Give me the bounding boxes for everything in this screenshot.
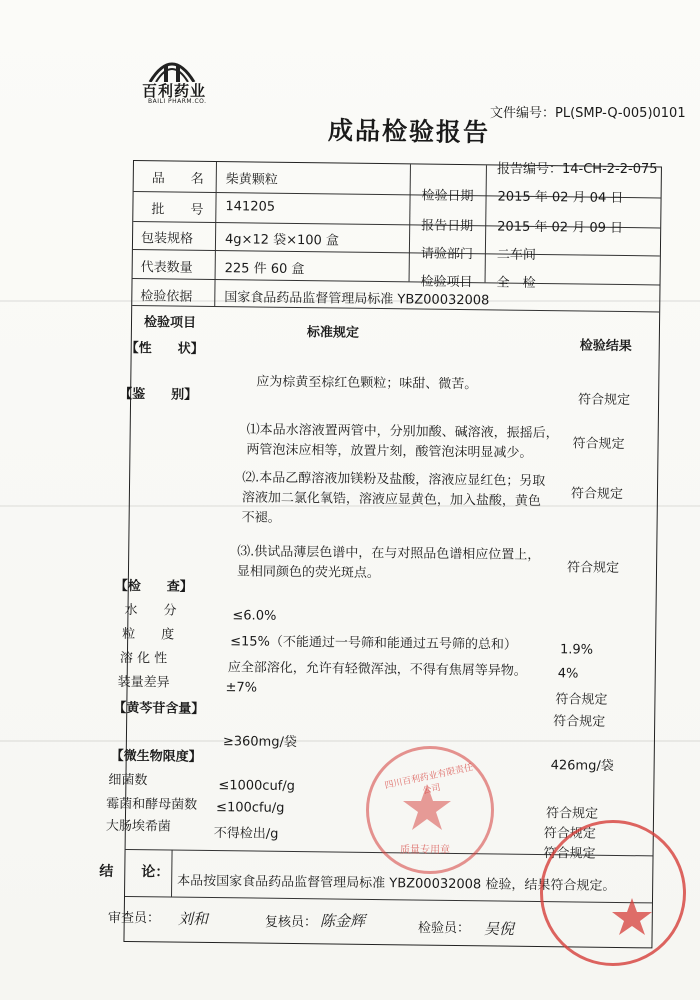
sol-label: 溶 化 性 xyxy=(119,650,168,667)
properties-standard: 应为棕黄至棕红色颗粒；味甜、微苦。 xyxy=(256,374,478,393)
company-logo-icon xyxy=(148,52,196,82)
properties-result: 符合规定 xyxy=(578,392,631,409)
item-label: 检验项目 xyxy=(420,274,473,291)
report-number: 报告编号：14-CH-2-2-075 xyxy=(497,162,658,177)
batch-value: 141205 xyxy=(225,199,276,215)
sol-result: 4% xyxy=(557,666,579,682)
section-identification: 【鉴 别】 xyxy=(119,386,198,403)
size-result: 1.9% xyxy=(559,642,594,658)
page-title: 成品检验报告 xyxy=(327,115,491,148)
seal-inner-text: 质量专用章 xyxy=(400,845,450,856)
column-header-item: 检验项目 xyxy=(143,315,197,331)
section-assay: 【黄芩苷含量】 xyxy=(113,700,205,717)
sol-standard: 应全部溶化，允许有轻微浑浊，不得有焦屑等异物。 xyxy=(227,660,527,679)
ident-2-result: 符合规定 xyxy=(570,486,624,503)
inspector-label: 检验员： xyxy=(418,921,471,936)
table-rule xyxy=(171,850,173,897)
ident-2-line2: 溶液加二氯化氧锆，溶液应显黄色，加入盐酸，黄色 xyxy=(241,490,541,510)
fill-label: 装量差异 xyxy=(117,674,170,691)
ecoli-result: 符合规定 xyxy=(543,826,596,842)
assay-result: 426mg/袋 xyxy=(550,758,614,774)
table-rule xyxy=(409,164,411,281)
batch-label: 批 号 xyxy=(151,202,204,218)
product-value: 柴黄颗粒 xyxy=(225,172,278,188)
table-rule xyxy=(485,165,487,282)
section-properties: 【性 状】 xyxy=(125,340,204,357)
ident-3-line1: ⑶.供试品薄层色谱中，在与对照品色谱相应位置上， xyxy=(237,544,541,564)
ident-3-line2: 显相同颜色的荧光斑点。 xyxy=(236,564,381,582)
table-rule xyxy=(214,162,217,306)
table-rule xyxy=(133,249,660,256)
ecoli-standard: 不得检出/g xyxy=(213,826,279,842)
seal-star-icon xyxy=(540,820,680,960)
basis-label: 检验依据 xyxy=(140,289,193,305)
dept-label: 请验部门 xyxy=(420,246,473,263)
micro-extra-result: 符合规定 xyxy=(543,846,596,862)
mold-standard: ≤100cfu/g xyxy=(216,800,285,816)
dept-value: 二车间 xyxy=(496,247,536,263)
basis-value: 国家食品药品监督管理局标准 YBZ00032008 xyxy=(224,290,490,309)
checker-signature: 陈金辉 xyxy=(320,912,366,930)
test-date-label: 检验日期 xyxy=(421,188,474,205)
ident-1-result: 符合规定 xyxy=(572,436,625,453)
qty-value: 225 件 60 盒 xyxy=(224,261,305,278)
water-standard: ≤6.0% xyxy=(232,608,277,624)
size-label: 粒 度 xyxy=(122,626,175,643)
qty-label: 代表数量 xyxy=(140,260,193,276)
bacteria-standard: ≤1000cuf/g xyxy=(218,778,296,795)
product-label: 品 名 xyxy=(151,171,204,187)
column-header-standard: 标准规定 xyxy=(306,325,360,341)
inspector-signature: 吴倪 xyxy=(484,920,515,938)
report-date-label: 报告日期 xyxy=(421,218,474,235)
ident-3-result: 符合规定 xyxy=(566,560,620,576)
bacteria-label: 细菌数 xyxy=(108,772,148,789)
mold-result: 符合规定 xyxy=(545,806,599,822)
document-number: 文件编号：PL(SMP-Q-005)0101 xyxy=(490,106,686,121)
table-rule xyxy=(133,278,660,285)
company-name-en: BAILI PHARM.CO. xyxy=(148,98,207,105)
fill-standard: ±7% xyxy=(225,680,258,696)
test-date-value: 2015 年 02 月 04 日 xyxy=(497,189,624,206)
section-micro: 【微生物限度】 xyxy=(110,748,202,765)
reviewer-signature: 刘和 xyxy=(178,910,209,928)
spec-value: 4g×12 袋×100 盒 xyxy=(224,232,340,249)
ident-2-line3: 不褪。 xyxy=(241,510,281,526)
conclusion-label: 结 论： xyxy=(99,863,170,881)
water-label: 水 分 xyxy=(124,602,177,619)
ident-2-line1: ⑵.本品乙醇溶液加镁粉及盐酸，溶液应显红色；另取 xyxy=(242,470,546,490)
ident-1-line1: ⑴本品水溶液置两管中，分别加酸、碱溶液，振摇后， xyxy=(246,422,559,442)
ecoli-label: 大肠埃希菌 xyxy=(105,818,171,835)
mold-label: 霉菌和酵母菌数 xyxy=(106,796,198,813)
size-standard: ≤15%（不能通过一号筛和能通过五号筛的总和） xyxy=(230,634,517,653)
spec-label: 包装规格 xyxy=(140,231,194,247)
fill-result: 符合规定 xyxy=(555,692,608,708)
section-inspection: 【检 查】 xyxy=(114,578,193,595)
company-name-cn: 百利药业 xyxy=(142,82,207,100)
ident-1-line2: 两管泡沫应相等，放置片刻，酸管泡沫明显减少。 xyxy=(246,442,533,461)
column-header-result: 检验结果 xyxy=(579,338,632,355)
assay-standard: ≥360mg/袋 xyxy=(222,734,298,751)
conclusion-text: 本品按国家食品药品监督管理局标准 YBZ00032008 检验，结果符合规定。 xyxy=(177,873,616,894)
inspection-extra-result: 符合规定 xyxy=(553,714,606,730)
seal-company-text: 四川百利药业有限责任公司 xyxy=(383,762,475,797)
qc-seal xyxy=(540,820,686,966)
reviewer-label: 审查员： xyxy=(108,911,161,926)
company-seal xyxy=(366,746,494,874)
report-date-value: 2015 年 02 月 09 日 xyxy=(497,219,624,236)
item-value: 全 检 xyxy=(496,275,536,291)
checker-label: 复核员： xyxy=(265,915,318,930)
